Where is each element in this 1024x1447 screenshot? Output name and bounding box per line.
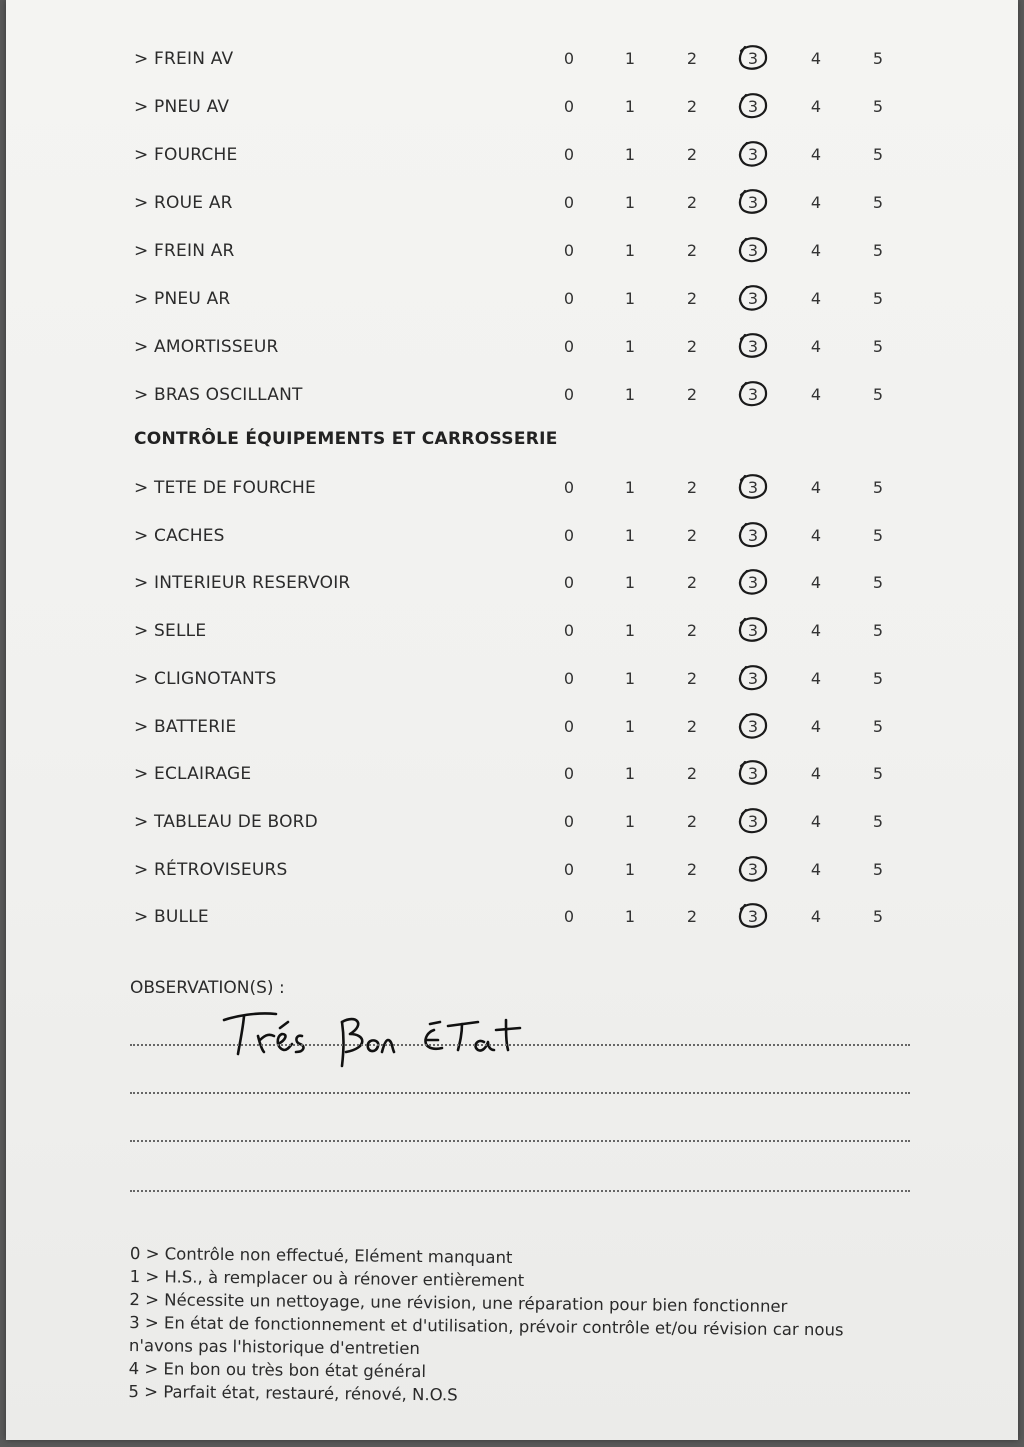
score-option-0[interactable]: 0 xyxy=(563,385,575,404)
score-option-0[interactable]: 0 xyxy=(563,478,575,497)
score-option-1[interactable]: 1 xyxy=(624,668,636,688)
inspection-row xyxy=(6,189,1018,219)
score-option-4[interactable]: 4 xyxy=(810,241,822,260)
score-option-4[interactable]: 4 xyxy=(810,337,822,356)
score-option-5[interactable]: 5 xyxy=(872,337,884,356)
inspection-item-label: > CLIGNOTANTS xyxy=(134,668,277,689)
inspection-item-label: > SELLE xyxy=(134,621,207,642)
inspection-item-label: > INTERIEUR RESERVOIR xyxy=(134,573,351,594)
score-option-1[interactable]: 1 xyxy=(624,145,636,164)
selected-score-circle xyxy=(736,41,770,75)
score-option-1[interactable]: 1 xyxy=(624,716,636,736)
score-option-0[interactable]: 0 xyxy=(563,97,575,116)
observation-line-3[interactable] xyxy=(130,1140,910,1142)
selected-score-circle xyxy=(736,756,770,790)
score-option-4[interactable]: 4 xyxy=(810,289,822,308)
score-option-3[interactable]: 3 xyxy=(747,764,759,784)
score-option-3[interactable]: 3 xyxy=(747,907,759,927)
score-option-0[interactable]: 0 xyxy=(563,289,575,308)
inspection-row xyxy=(6,856,1018,886)
score-option-4[interactable]: 4 xyxy=(810,145,822,164)
score-option-5[interactable]: 5 xyxy=(872,621,884,641)
score-option-4[interactable]: 4 xyxy=(810,573,822,593)
inspection-item-label: > PNEU AR xyxy=(134,289,231,309)
legend-line-4: 4 > En bon ou très bon état général xyxy=(128,1358,427,1382)
section-title: CONTRÔLE ÉQUIPEMENTS ET CARROSSERIE xyxy=(134,429,558,449)
inspection-row xyxy=(6,808,1018,838)
score-option-5[interactable]: 5 xyxy=(872,385,884,404)
inspection-sheet xyxy=(6,0,1018,1440)
score-option-5[interactable]: 5 xyxy=(872,49,884,68)
score-option-2[interactable]: 2 xyxy=(686,385,698,404)
selected-score-circle xyxy=(736,852,770,886)
score-option-3[interactable]: 3 xyxy=(747,97,759,116)
score-option-3[interactable]: 3 xyxy=(747,621,759,641)
score-option-5[interactable]: 5 xyxy=(872,764,884,784)
score-option-4[interactable]: 4 xyxy=(810,385,822,404)
selected-score-circle xyxy=(736,709,770,743)
score-option-3[interactable]: 3 xyxy=(747,337,759,356)
inspection-row xyxy=(6,285,1018,315)
score-option-3[interactable]: 3 xyxy=(747,193,759,212)
score-option-0[interactable]: 0 xyxy=(563,145,575,164)
inspection-item-label: > BATTERIE xyxy=(134,716,237,737)
selected-score-circle xyxy=(736,233,770,267)
score-option-2[interactable]: 2 xyxy=(686,525,698,545)
inspection-item-label: > CACHES xyxy=(134,525,225,546)
score-option-1[interactable]: 1 xyxy=(624,859,636,879)
score-option-5[interactable]: 5 xyxy=(872,289,884,308)
score-option-2[interactable]: 2 xyxy=(686,97,698,116)
score-option-4[interactable]: 4 xyxy=(810,621,822,641)
inspection-item-label: > PNEU AV xyxy=(134,97,230,117)
selected-score-circle xyxy=(736,185,770,219)
score-option-2[interactable]: 2 xyxy=(686,621,698,641)
score-option-2[interactable]: 2 xyxy=(686,337,698,356)
score-option-4[interactable]: 4 xyxy=(810,907,822,927)
selected-score-circle xyxy=(736,565,770,599)
legend-line-0: 0 > Contrôle non effectué, Elément manquant xyxy=(129,1243,513,1268)
score-option-2[interactable]: 2 xyxy=(686,764,698,784)
score-option-0[interactable]: 0 xyxy=(563,49,575,68)
observation-line-2[interactable] xyxy=(130,1092,910,1094)
score-option-2[interactable]: 2 xyxy=(686,573,698,593)
score-option-5[interactable]: 5 xyxy=(872,716,884,736)
legend-line-1: 1 > H.S., à remplacer ou à rénover entièrement xyxy=(129,1266,525,1291)
inspection-row xyxy=(6,713,1018,743)
score-option-0[interactable]: 0 xyxy=(563,337,575,356)
score-option-0[interactable]: 0 xyxy=(563,764,575,784)
inspection-row xyxy=(6,760,1018,790)
score-option-4[interactable]: 4 xyxy=(810,49,822,68)
score-option-5[interactable]: 5 xyxy=(872,573,884,593)
score-option-1[interactable]: 1 xyxy=(624,621,636,641)
score-option-3[interactable]: 3 xyxy=(747,49,759,68)
score-option-4[interactable]: 4 xyxy=(810,478,822,497)
score-option-4[interactable]: 4 xyxy=(810,97,822,116)
legend-line-3: 3 > En état de fonctionnement et d'utilisation, prévoir contrôle et/ou révision car nous xyxy=(129,1312,844,1340)
score-option-2[interactable]: 2 xyxy=(686,859,698,879)
inspection-item-label: > BRAS OSCILLANT xyxy=(134,385,303,405)
score-option-0[interactable]: 0 xyxy=(563,811,575,831)
legend-line-2: 2 > Nécessite un nettoyage, une révision, une réparation pour bien fonctionner xyxy=(129,1289,788,1316)
score-option-5[interactable]: 5 xyxy=(872,478,884,497)
inspection-row xyxy=(6,333,1018,363)
score-option-2[interactable]: 2 xyxy=(686,241,698,260)
score-option-4[interactable]: 4 xyxy=(810,193,822,212)
score-option-1[interactable]: 1 xyxy=(624,478,636,497)
inspection-item-label: > TETE DE FOURCHE xyxy=(134,478,316,498)
score-option-2[interactable]: 2 xyxy=(686,907,698,927)
inspection-row xyxy=(6,522,1018,552)
inspection-row xyxy=(6,569,1018,599)
score-option-4[interactable]: 4 xyxy=(810,716,822,736)
score-option-5[interactable]: 5 xyxy=(872,907,884,927)
score-option-0[interactable]: 0 xyxy=(563,716,575,736)
score-option-0[interactable]: 0 xyxy=(563,668,575,688)
score-option-1[interactable]: 1 xyxy=(624,193,636,212)
score-option-5[interactable]: 5 xyxy=(872,811,884,831)
selected-score-circle xyxy=(736,661,770,695)
score-option-0[interactable]: 0 xyxy=(563,859,575,879)
inspection-row xyxy=(6,903,1018,933)
inspection-item-label: > FOURCHE xyxy=(134,145,238,165)
score-option-2[interactable]: 2 xyxy=(686,668,698,688)
score-option-5[interactable]: 5 xyxy=(872,193,884,212)
handwritten-observation xyxy=(216,996,596,1076)
observation-line-4[interactable] xyxy=(130,1190,910,1192)
inspection-row xyxy=(6,665,1018,695)
score-option-3[interactable]: 3 xyxy=(747,573,759,593)
score-option-1[interactable]: 1 xyxy=(624,573,636,593)
score-option-5[interactable]: 5 xyxy=(872,241,884,260)
inspection-item-label: > FREIN AR xyxy=(134,241,235,261)
legend-line-3-cont: n'avons pas l'historique d'entretien xyxy=(128,1335,421,1359)
score-option-1[interactable]: 1 xyxy=(624,907,636,927)
score-option-3[interactable]: 3 xyxy=(747,716,759,736)
score-option-4[interactable]: 4 xyxy=(810,764,822,784)
score-option-1[interactable]: 1 xyxy=(624,385,636,404)
score-option-2[interactable]: 2 xyxy=(686,145,698,164)
score-option-2[interactable]: 2 xyxy=(686,49,698,68)
selected-score-circle xyxy=(736,518,770,552)
inspection-row xyxy=(6,617,1018,647)
score-option-4[interactable]: 4 xyxy=(810,668,822,688)
selected-score-circle xyxy=(736,899,770,933)
score-option-0[interactable]: 0 xyxy=(563,525,575,545)
score-option-1[interactable]: 1 xyxy=(624,811,636,831)
legend-line-5: 5 > Parfait état, restauré, rénové, N.O.S xyxy=(128,1381,458,1405)
rating-legend xyxy=(128,1242,930,1411)
selected-score-circle xyxy=(736,377,770,411)
score-option-2[interactable]: 2 xyxy=(686,193,698,212)
score-option-5[interactable]: 5 xyxy=(872,525,884,545)
score-option-5[interactable]: 5 xyxy=(872,97,884,116)
observation-label: OBSERVATION(S) : xyxy=(130,978,285,998)
score-option-1[interactable]: 1 xyxy=(624,289,636,308)
selected-score-circle xyxy=(736,804,770,838)
score-option-3[interactable]: 3 xyxy=(747,385,759,404)
score-option-3[interactable]: 3 xyxy=(747,668,759,688)
score-option-0[interactable]: 0 xyxy=(563,573,575,593)
score-option-2[interactable]: 2 xyxy=(686,478,698,497)
observation-line-1[interactable] xyxy=(130,1044,910,1046)
score-option-4[interactable]: 4 xyxy=(810,859,822,879)
inspection-row xyxy=(6,474,1018,504)
score-option-1[interactable]: 1 xyxy=(624,241,636,260)
inspection-item-label: > RÉTROVISEURS xyxy=(134,859,288,880)
score-option-3[interactable]: 3 xyxy=(747,478,759,497)
score-option-3[interactable]: 3 xyxy=(747,241,759,260)
score-option-3[interactable]: 3 xyxy=(747,525,759,545)
score-option-0[interactable]: 0 xyxy=(563,907,575,927)
inspection-row xyxy=(6,45,1018,75)
selected-score-circle xyxy=(736,613,770,647)
selected-score-circle xyxy=(736,281,770,315)
inspection-row xyxy=(6,237,1018,267)
score-option-4[interactable]: 4 xyxy=(810,525,822,545)
score-option-1[interactable]: 1 xyxy=(624,49,636,68)
inspection-item-label: > AMORTISSEUR xyxy=(134,337,279,357)
score-option-2[interactable]: 2 xyxy=(686,289,698,308)
score-option-3[interactable]: 3 xyxy=(747,289,759,308)
score-option-1[interactable]: 1 xyxy=(624,97,636,116)
score-option-5[interactable]: 5 xyxy=(872,859,884,879)
score-option-3[interactable]: 3 xyxy=(747,145,759,164)
score-option-0[interactable]: 0 xyxy=(563,241,575,260)
inspection-item-label: > FREIN AV xyxy=(134,49,234,69)
selected-score-circle xyxy=(736,89,770,123)
score-option-3[interactable]: 3 xyxy=(747,811,759,831)
selected-score-circle xyxy=(736,329,770,363)
score-option-1[interactable]: 1 xyxy=(624,764,636,784)
score-option-1[interactable]: 1 xyxy=(624,337,636,356)
selected-score-circle xyxy=(736,470,770,504)
inspection-row xyxy=(6,93,1018,123)
score-option-0[interactable]: 0 xyxy=(563,621,575,641)
inspection-item-label: > ECLAIRAGE xyxy=(134,764,252,785)
score-option-5[interactable]: 5 xyxy=(872,145,884,164)
inspection-row xyxy=(6,381,1018,411)
score-option-2[interactable]: 2 xyxy=(686,716,698,736)
score-option-0[interactable]: 0 xyxy=(563,193,575,212)
score-option-2[interactable]: 2 xyxy=(686,811,698,831)
inspection-item-label: > ROUE AR xyxy=(134,193,233,213)
selected-score-circle xyxy=(736,137,770,171)
inspection-item-label: > TABLEAU DE BORD xyxy=(134,811,318,832)
score-option-1[interactable]: 1 xyxy=(624,525,636,545)
score-option-3[interactable]: 3 xyxy=(747,859,759,879)
score-option-5[interactable]: 5 xyxy=(872,668,884,688)
inspection-item-label: > BULLE xyxy=(134,907,209,928)
inspection-row xyxy=(6,141,1018,171)
score-option-4[interactable]: 4 xyxy=(810,811,822,831)
